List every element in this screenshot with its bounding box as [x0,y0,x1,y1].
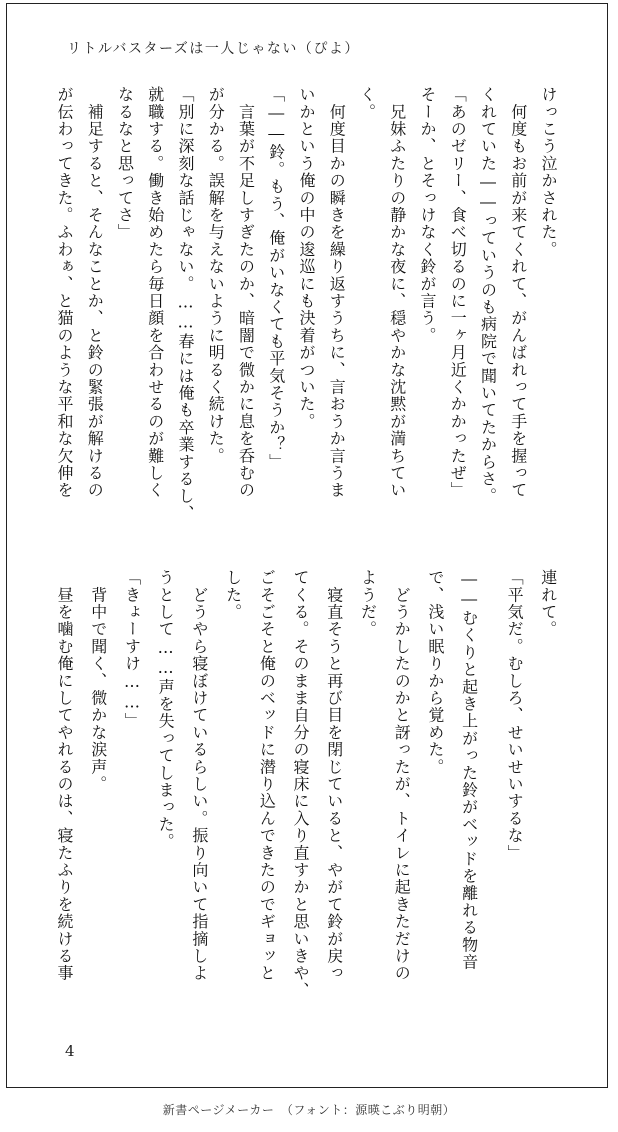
footer-credit: 新書ページメーカー （フォント：源暎こぶり明朝） [162,1103,456,1117]
text-line: そーか、とそっけなく鈴が言う。 [418,86,437,344]
text-line: うとして……声を失ってしまった。 [156,569,176,851]
text-line: ごそごそと俺のベッドに潜り込んできたのでギョッと [257,569,277,982]
text-line: なるなと思ってさ」 [115,86,135,241]
text-line: どうやら寝ぼけているらしい。振り向いて指摘しよ [189,569,209,982]
page-number: 4 [65,1042,75,1060]
page-frame [6,3,608,1088]
running-title: リトルバスターズは一人じゃない（ぴよ） [67,41,360,57]
text-line: 何度目かの瞬きを繰り返すうちに、言おうか言うま [327,86,347,499]
text-line: した。 [223,569,243,621]
text-line: 「平気だ。むしろ、せいせいするな」 [505,569,525,862]
text-line: 寝直そうと再び目を閉じていると、やがて鈴が戻っ [324,569,344,982]
text-line: 「あのゼリー、食べ切るのに一ヶ月近くかかったぜ」 [448,86,468,499]
text-line: 昼を噛む俺にしてやれるのは、寝たふりを続ける事 [55,569,74,982]
text-line: 就職する。働き始めたら毎日顔を合わせるのが難しく [145,86,165,499]
text-line: 背中で聞く、微かな涙声。 [88,569,108,793]
text-line: 「別に深刻な話じゃない。……春には俺も卒業するし、 [176,86,195,522]
text-line: 何度もお前が来てくれて、がんばれって手を握って [508,86,528,499]
text-line: く。 [357,86,377,121]
text-line: てくる。そのまま自分の寝床に入り直すかと思いきや、 [291,569,311,999]
text-line: ――むくりと起き上がった鈴がベッドを離れる物音 [459,569,479,971]
lower-text-column [53,569,559,1027]
text-line: 「――鈴。もう、俺がいなくても平気そうか？」 [266,86,286,471]
text-line: 補足すると、そんなことか、と鈴の緊張が解けるの [85,86,105,499]
text-line: けっこう泣かされた。 [539,86,558,258]
upper-text-column [53,86,559,544]
text-line: が伝わってきた。ふわぁ、と猫のような平和な欠伸を [55,86,74,499]
text-line: 言葉が不足しすぎたのか、暗闇で微かに息を呑むの [236,86,256,499]
text-line: が分かる。誤解を与えないように明るく続けた。 [206,86,226,465]
text-line: で、浅い眠りから覚めた。 [425,569,445,776]
text-line: 連れて。 [538,569,558,638]
text-line: くれていた――っていうのも病院で聞いてたからさ。 [478,86,498,505]
text-line: どうかしたのかと訝ったが、トイレに起きただけの [392,569,412,982]
text-line: いかという俺の中の逡巡にも決着がついた。 [297,86,316,430]
text-line: 「きょーすけ……」 [122,569,142,730]
text-line: 兄妹ふたりの静かな夜に、穏やかな沈黙が満ちてい [387,86,407,499]
text-line: ようだ。 [358,569,378,638]
